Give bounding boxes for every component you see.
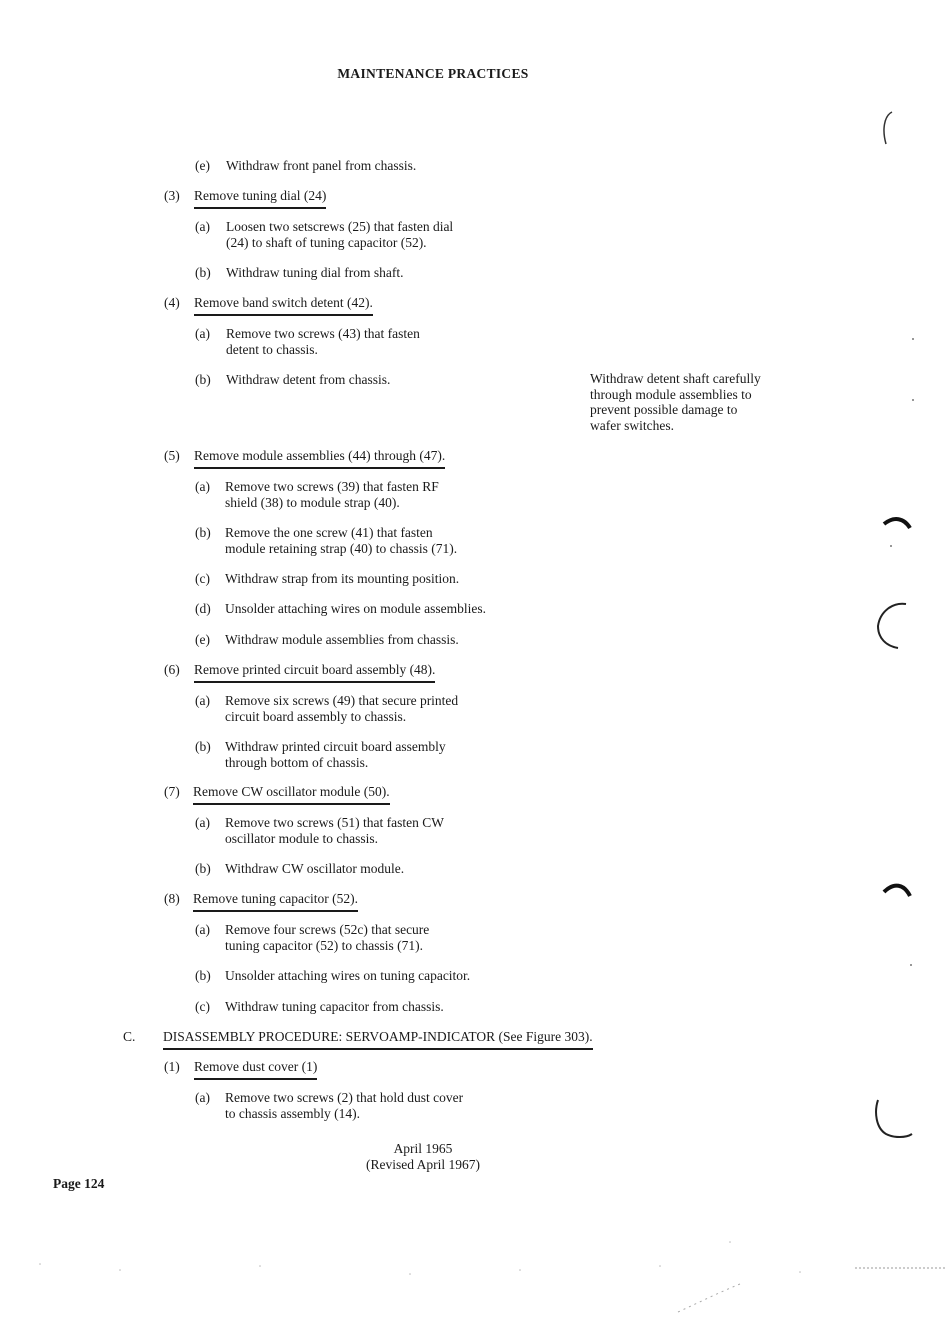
item-label: (b) xyxy=(195,525,211,540)
item-label: (a) xyxy=(195,479,210,494)
item-text: Remove two screws (39) that fasten RF shield (38) to module strap (40). xyxy=(225,479,439,510)
item-label: (b) xyxy=(195,861,211,876)
item-label: (b) xyxy=(195,372,211,387)
step-label: (1) xyxy=(164,1059,180,1074)
step-heading: Remove tuning dial (24) xyxy=(194,188,326,209)
item-text: Remove the one screw (41) that fasten module retaining strap (40) to chassis (71). xyxy=(225,525,458,556)
item-text: Withdraw module assemblies from chassis. xyxy=(225,632,459,647)
step-label: (5) xyxy=(164,448,180,463)
step-heading: Remove printed circuit board assembly (48). xyxy=(194,662,435,683)
item-label: (b) xyxy=(195,968,211,983)
step-label: (4) xyxy=(164,295,180,310)
scan-noise xyxy=(0,1230,950,1340)
step-heading: Remove band switch detent (42). xyxy=(194,295,373,316)
item-label: (d) xyxy=(195,601,211,616)
item-label: (a) xyxy=(195,815,210,830)
step-heading: Remove module assemblies (44) through (47). xyxy=(194,448,445,469)
item-label: (b) xyxy=(195,739,211,754)
item-text: Remove four screws (52c) that secure tuning capacitor (52) to chassis (71). xyxy=(225,922,430,953)
item-text: Withdraw printed circuit board assembly through bottom of chassis. xyxy=(225,739,446,770)
item-text: Withdraw tuning capacitor from chassis. xyxy=(225,999,444,1014)
item-label: (a) xyxy=(195,922,210,937)
item-text: Remove two screws (51) that fasten CW oscillator module to chassis. xyxy=(225,815,444,846)
item-label: (b) xyxy=(195,265,211,280)
step-heading: Remove CW oscillator module (50). xyxy=(193,784,390,805)
section-label: C. xyxy=(123,1029,136,1044)
step-label: (6) xyxy=(164,662,180,677)
page-header: MAINTENANCE PRACTICES xyxy=(337,66,529,81)
step-heading: Remove dust cover (1) xyxy=(194,1059,317,1080)
step-heading: Remove tuning capacitor (52). xyxy=(193,891,358,912)
item-text: Withdraw detent from chassis. xyxy=(226,372,391,387)
scan-speck xyxy=(912,338,914,340)
item-label: (c) xyxy=(195,571,210,586)
item-text: Unsolder attaching wires on tuning capacitor. xyxy=(225,968,471,983)
item-text: Unsolder attaching wires on module assemblies. xyxy=(225,601,486,616)
item-text: Withdraw front panel from chassis. xyxy=(226,158,417,173)
step-label: (8) xyxy=(164,891,180,906)
item-label: (a) xyxy=(195,219,210,234)
step-label: (7) xyxy=(164,784,180,799)
item-label: (e) xyxy=(195,158,210,173)
item-text: Withdraw CW oscillator module. xyxy=(225,861,405,876)
item-label: (a) xyxy=(195,326,210,341)
item-text: Withdraw tuning dial from shaft. xyxy=(226,265,404,280)
scan-speck xyxy=(890,545,892,547)
item-label: (c) xyxy=(195,999,210,1014)
item-text: Remove two screws (43) that fasten detent to chassis. xyxy=(226,326,420,357)
caution-note: Withdraw detent shaft carefully through module assemblies to prevent possible damage to wafer switches. xyxy=(590,371,761,433)
item-text: Withdraw strap from its mounting position. xyxy=(225,571,460,586)
revision-date: April 1965 (Revised April 1967) xyxy=(366,1141,480,1172)
item-label: (a) xyxy=(195,1090,210,1105)
item-text: Remove six screws (49) that secure printed circuit board assembly to chassis. xyxy=(225,693,459,724)
scan-speck xyxy=(912,399,914,401)
page-number: Page 124 xyxy=(53,1176,105,1191)
binder-hole-marks xyxy=(870,100,930,1160)
item-label: (a) xyxy=(195,693,210,708)
item-label: (e) xyxy=(195,632,210,647)
scan-speck xyxy=(910,964,912,966)
section-heading: DISASSEMBLY PROCEDURE: SERVOAMP-INDICATOR (See Figure 303). xyxy=(163,1029,593,1050)
item-text: Loosen two setscrews (25) that fasten dial (24) to shaft of tuning capacitor (52). xyxy=(226,219,454,250)
step-label: (3) xyxy=(164,188,180,203)
item-text: Remove two screws (2) that hold dust cover to chassis assembly (14). xyxy=(225,1090,464,1121)
